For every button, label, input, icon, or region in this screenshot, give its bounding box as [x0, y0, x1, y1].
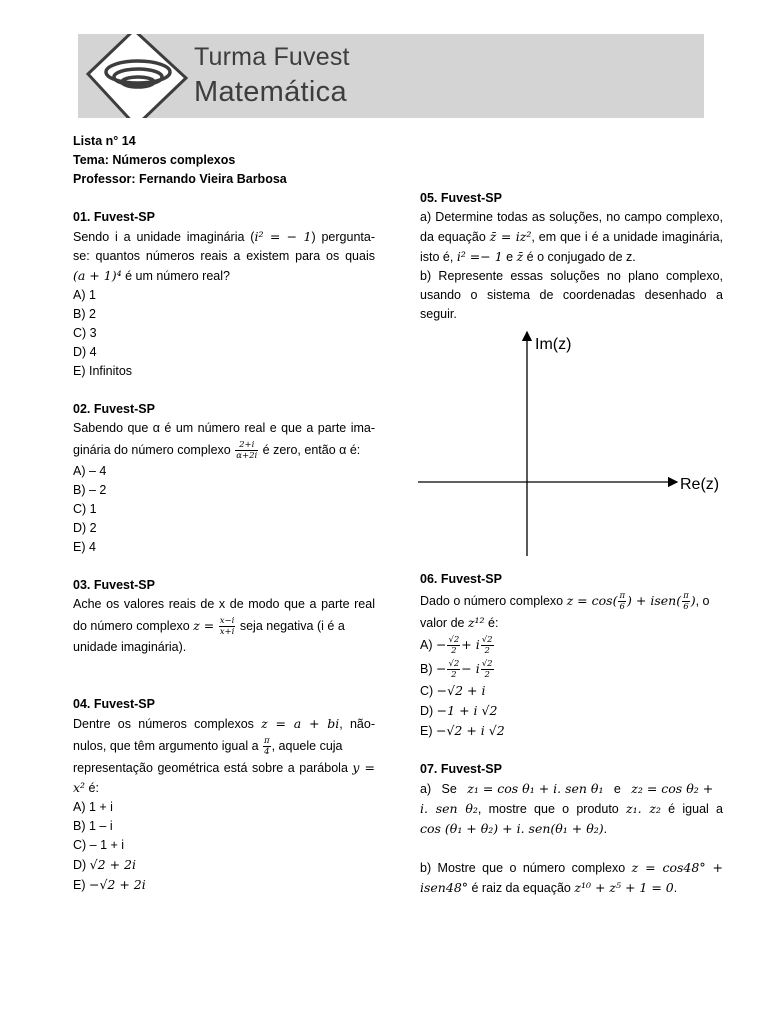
option-a: A) 1 — [73, 288, 96, 302]
list-number: Lista n° 14 — [73, 134, 136, 148]
question-text-line: valor de z¹² é: — [420, 615, 499, 630]
question-text-line: da equação z̄ = iz², em que i é a unidade imaginária, — [420, 229, 724, 244]
question-text-line: seguir. — [420, 307, 457, 321]
question-text-line: isto é, i² =− 1 e z̄ é o conjugado de z. — [420, 249, 636, 264]
right-column — [420, 189, 723, 898]
question-04 — [73, 695, 375, 895]
fraction: $\frac{√2}{2}$ — [481, 659, 493, 681]
option-b: B) – 2 — [73, 483, 107, 497]
question-text-line: i. sen θ₂, mostre que o produto z₁. z₂ é igual a — [420, 801, 724, 816]
question-title: 06. Fuvest-SP — [420, 572, 502, 586]
question-title: 03. Fuvest-SP — [73, 578, 155, 592]
question-text-line: b) Represente essas soluções no plano complexo, — [420, 269, 723, 283]
option-d: D) −1 + i √2 — [420, 703, 498, 718]
complex-plane-diagram — [418, 330, 723, 562]
fraction: $\frac{√2}{2}$ — [481, 635, 493, 657]
option-e: E) −√2 + i √2 — [420, 723, 505, 738]
question-text-line: nulos, que têm argumento igual a $\frac{\pi}{4}$ , aquele cuja — [73, 736, 343, 758]
question-text-line: Ache os valores reais de x de modo que a parte real — [73, 597, 375, 611]
fraction: $\frac{2+i}{\alpha+2i}$ — [236, 440, 258, 462]
question-title: 07. Fuvest-SP — [420, 762, 502, 776]
option-d: D) √2 + 2i — [73, 857, 136, 872]
option-c: C) 1 — [73, 502, 97, 516]
question-title: 02. Fuvest-SP — [73, 402, 155, 416]
question-text-line: x² é: — [73, 780, 99, 795]
question-text-line: usando o sistema de coordenadas desenhado a — [420, 288, 723, 302]
question-text-line: isen48° é raiz da equação z¹⁰ + z⁵ + 1 = 0. — [420, 880, 678, 895]
header-banner — [78, 34, 704, 118]
banner-title: Turma Fuvest — [194, 43, 350, 71]
question-text-line: se: quantos números reais a existem para os quais — [73, 249, 375, 263]
question-text-line: Sabendo que α é um número real e que a parte ima- — [73, 421, 375, 435]
question-text-line: a) Se z₁ = cos θ₁ + i. sen θ₁ e z₂ = cos θ₂ + — [420, 781, 714, 796]
teacher: Professor: Fernando Vieira Barbosa — [73, 172, 287, 186]
question-01 — [73, 208, 375, 381]
option-e: E) 4 — [73, 540, 96, 554]
banner-subtitle: Matemática — [194, 76, 347, 108]
option-c: C) – 1 + i — [73, 838, 125, 852]
option-d: D) 2 — [73, 521, 97, 535]
option-b: B) 1 – i — [73, 819, 113, 833]
question-text-line: (a + 1)⁴ é um número real? — [73, 268, 230, 283]
question-text-line: Dentre os números complexos z = a + bi, não- — [73, 716, 375, 731]
question-title: 05. Fuvest-SP — [420, 191, 502, 205]
fraction: $\frac{x-i}{x+i}$ — [219, 616, 235, 638]
question-05 — [420, 189, 723, 562]
option-b: B) − $\frac{√2}{2}$ − i $\frac{√2}{2}$ — [420, 659, 493, 681]
logo-icon — [78, 34, 190, 118]
question-text-line: Dado o número complexo z = cos( $\frac{\pi}{6}$ ) + isen( $\frac{\pi}{6}$ ), o — [420, 591, 710, 613]
option-e: E) −√2 + 2i — [73, 877, 146, 892]
question-06 — [420, 570, 723, 741]
option-c: C) −√2 + i — [420, 683, 486, 698]
fraction: $\frac{\pi}{6}$ — [619, 591, 626, 613]
option-c: C) 3 — [73, 326, 97, 340]
left-column — [73, 132, 375, 895]
question-07 — [420, 760, 723, 898]
fraction: $\frac{√2}{2}$ — [448, 635, 460, 657]
option-d: D) 4 — [73, 345, 97, 359]
question-02 — [73, 400, 375, 557]
option-a: A) − $\frac{√2}{2}$ + i $\frac{√2}{2}$ — [420, 635, 493, 657]
fraction: $\frac{\pi}{6}$ — [683, 591, 689, 613]
topic: Tema: Números complexos — [73, 153, 236, 167]
question-title: 04. Fuvest-SP — [73, 697, 155, 711]
real-axis-label: Re(z) — [680, 476, 720, 493]
option-a: A) 1 + i — [73, 800, 113, 814]
option-e: E) Infinitos — [73, 364, 133, 378]
question-text-line: unidade imaginária). — [73, 640, 187, 654]
question-text-line: Sendo i a unidade imaginária (i² = − 1) pergunta- — [73, 229, 375, 244]
fraction: $\frac{\pi}{4}$ — [264, 736, 270, 758]
fraction: $\frac{√2}{2}$ — [448, 659, 460, 681]
question-text-line: representação geométrica está sobre a parábola y = — [73, 760, 375, 775]
question-title: 01. Fuvest-SP — [73, 210, 155, 224]
question-text-line: b) Mostre que o número complexo z = cos48° + — [420, 860, 723, 875]
question-text-line: do número complexo z = $\frac{x-i}{x+i}$ seja negativa (i é a — [73, 616, 345, 638]
question-text-line: a) Determine todas as soluções, no campo complexo, — [420, 210, 723, 224]
imaginary-axis-label: Im(z) — [535, 336, 572, 353]
question-text-line: ginária do número complexo $\frac{2+i}{\alpha+2i}$ é zero, então α é: — [73, 440, 361, 462]
option-a: A) – 4 — [73, 464, 107, 478]
question-text-line: cos (θ₁ + θ₂) + i. sen(θ₁ + θ₂). — [420, 821, 608, 836]
question-03 — [73, 576, 375, 657]
option-b: B) 2 — [73, 307, 96, 321]
